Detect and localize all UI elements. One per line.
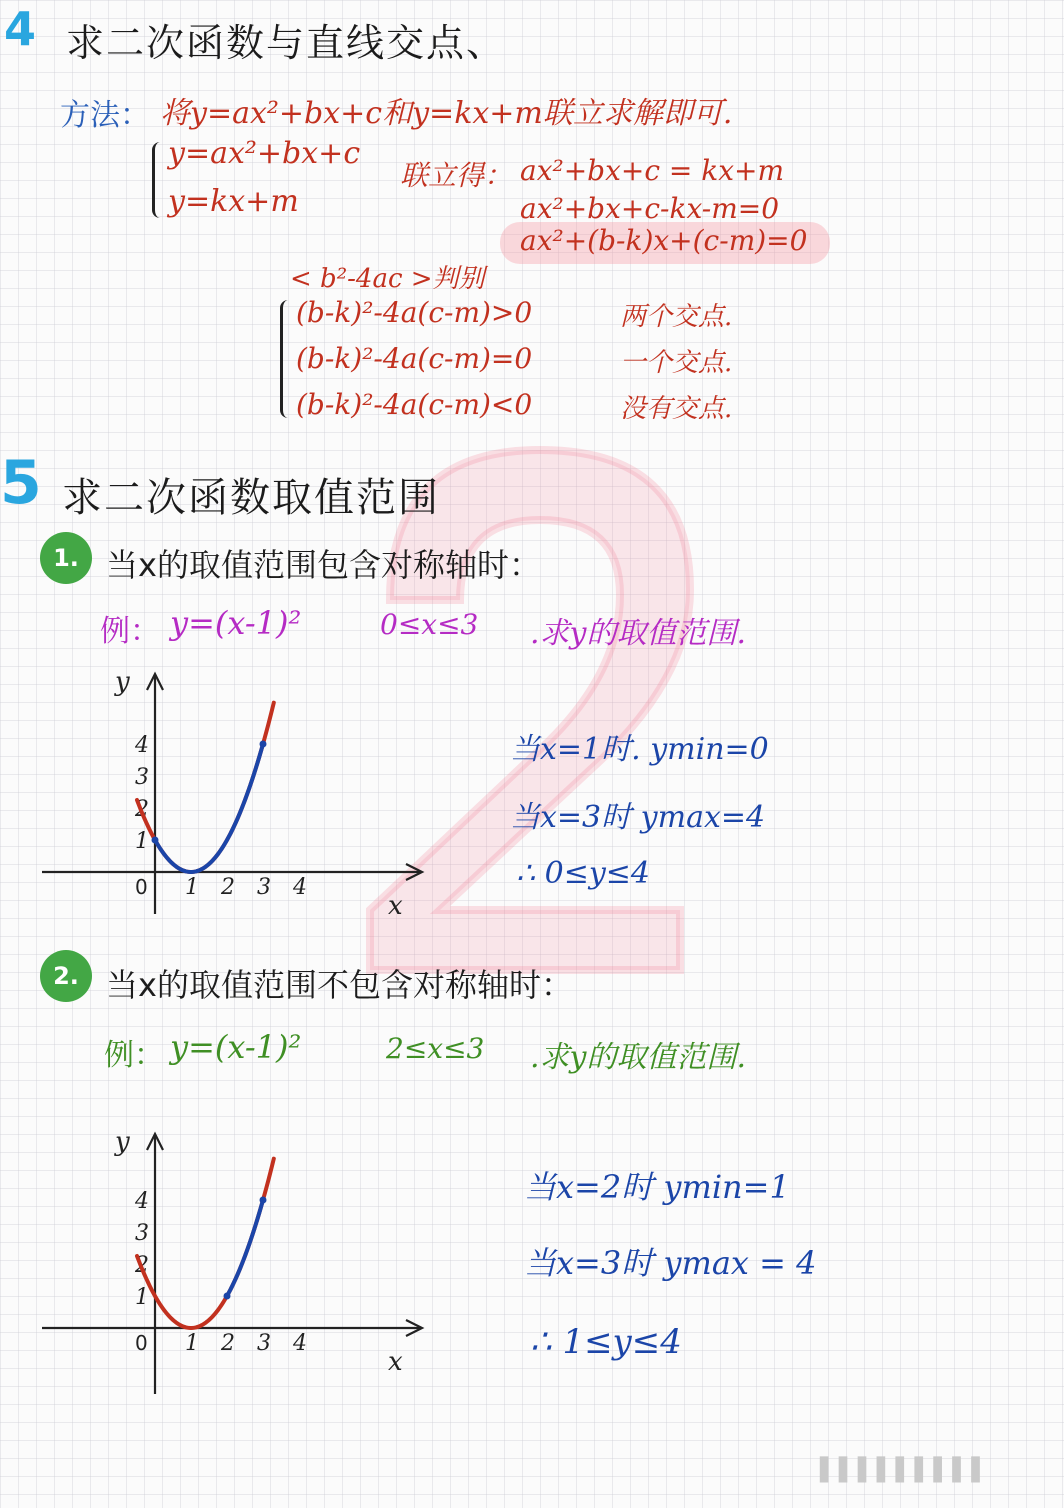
x-tick-label-4: 4	[293, 875, 307, 900]
method-label: 方法：	[60, 98, 150, 133]
method-text: 将y=ax²+bx+c和y=kx+m联立求解即可.	[160, 96, 733, 131]
combine-line-1: ax²+bx+c = kx+m	[520, 154, 785, 187]
case-1-conclusion: ∴ 0≤y≤4	[516, 856, 651, 891]
y-tick-label-3: 3	[135, 1221, 149, 1246]
y-tick-label-2: 2	[135, 797, 149, 822]
case-2-function: y=(x-1)²	[170, 1028, 302, 1066]
combine-label: 联立得：	[400, 159, 513, 192]
case-2-badge: 2.	[40, 950, 92, 1002]
x-tick-label-2: 2	[221, 1331, 235, 1356]
case-2-result: 一个交点.	[620, 348, 733, 378]
discriminant-label: < b²-4ac >判别	[290, 264, 485, 294]
case-1-result-1: 当x=1时. ymin=0	[510, 732, 769, 767]
system-eq-2: y=kx+m	[168, 184, 299, 219]
range-end-point	[260, 1197, 267, 1204]
x-axis-label: x	[388, 891, 403, 920]
system-brace	[152, 142, 165, 218]
parabola-curve	[137, 1159, 274, 1328]
case-2-result-2: 当x=3时 ymax = 4	[524, 1244, 817, 1282]
origin-label: 0	[135, 875, 148, 899]
case-1-result: 两个交点.	[620, 302, 733, 332]
case-3-expr: (b-k)²-4a(c-m)<0	[296, 388, 533, 421]
case-2-result-1: 当x=2时 ymin=1	[524, 1168, 790, 1206]
cases-brace	[280, 300, 293, 418]
case-1-ask: .求y的取值范围.	[530, 616, 747, 651]
range-start-point	[152, 837, 159, 844]
case-3-result: 没有交点.	[620, 394, 733, 424]
x-tick-label-1: 1	[185, 1331, 199, 1356]
case-2-conclusion: ∴ 1≤y≤4	[530, 1322, 682, 1362]
parabola-highlight-segment	[227, 1200, 263, 1296]
x-tick-label-1: 1	[185, 875, 199, 900]
y-tick-label-4: 4	[135, 1189, 149, 1214]
section-5-title: 求二次函数取值范围	[62, 475, 440, 521]
range-start-point	[224, 1293, 231, 1300]
section-4-number: 4	[4, 2, 37, 56]
case-2-expr: (b-k)²-4a(c-m)=0	[296, 342, 533, 375]
case-2-example-label: 例：	[104, 1038, 164, 1073]
graph-case-1	[30, 660, 450, 920]
y-tick-label-3: 3	[135, 765, 149, 790]
case-1-domain: 0≤x≤3	[380, 608, 479, 641]
x-tick-label-3: 3	[257, 1331, 271, 1356]
parabola-highlight-segment	[155, 744, 263, 872]
x-tick-label-4: 4	[293, 1331, 307, 1356]
y-axis-label: y	[115, 667, 130, 697]
case-2-heading: 当x的取值范围不包含对称轴时：	[106, 966, 573, 1004]
y-tick-label-1: 1	[135, 829, 149, 854]
case-2-domain: 2≤x≤3	[386, 1032, 485, 1065]
combine-line-2: ax²+bx+c-kx-m=0	[520, 192, 780, 225]
case-2-ask: .求y的取值范围.	[530, 1040, 747, 1075]
footer-watermark-bars: ▌▌▌▌▌▌▌▌▌	[820, 1458, 991, 1483]
case-1-expr: (b-k)²-4a(c-m)>0	[296, 296, 533, 329]
section-4-title: 求二次函数与直线交点、	[66, 21, 507, 65]
combine-line-3: ax²+(b-k)x+(c-m)=0	[520, 224, 808, 257]
y-tick-label-4: 4	[135, 733, 149, 758]
case-1-result-2: 当x=3时 ymax=4	[510, 800, 766, 835]
case-1-function: y=(x-1)²	[170, 604, 302, 642]
y-axis-label: y	[115, 1127, 130, 1157]
section-5-number: 5	[0, 448, 42, 518]
case-1-example-label: 例：	[100, 614, 160, 649]
case-1-heading: 当x的取值范围包含对称轴时：	[106, 546, 541, 584]
system-eq-1: y=ax²+bx+c	[168, 136, 361, 171]
origin-label: 0	[135, 1331, 148, 1355]
y-tick-label-2: 2	[135, 1253, 149, 1278]
x-tick-label-2: 2	[221, 875, 235, 900]
range-end-point	[260, 741, 267, 748]
x-tick-label-3: 3	[257, 875, 271, 900]
graph-case-2	[30, 1120, 450, 1400]
y-tick-label-1: 1	[135, 1285, 149, 1310]
x-axis-label: x	[388, 1347, 403, 1377]
case-1-badge: 1.	[40, 532, 92, 584]
